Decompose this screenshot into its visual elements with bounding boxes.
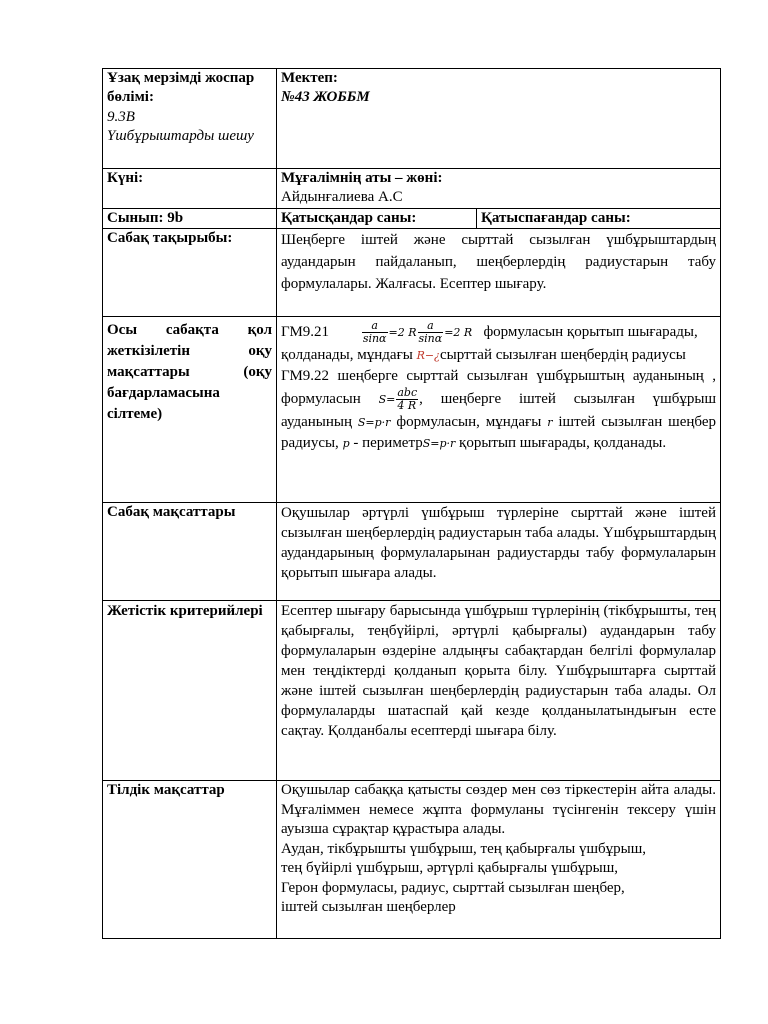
- objectives-row: [103, 317, 721, 503]
- gm921-code: ГМ9.21: [281, 324, 330, 341]
- goals-label: Сабақ мақсаттары: [107, 504, 236, 521]
- header-row: [103, 69, 721, 169]
- gm922-text-e: - периметр: [353, 435, 423, 452]
- topic-text-cell: [277, 229, 721, 317]
- goals-text: Оқушылар әртүрлі үшбұрыш түрлеріне сырттай және іштей сызылған шеңберлердің радиустарын таба алады. Үшбұрыштардың аудандарының формулаларынан радиустарды табу формулаларын қорытып шығара алады.: [281, 505, 716, 582]
- formula-s-left: S=: [378, 393, 396, 407]
- topic-label: Сабақ тақырыбы:: [107, 230, 233, 247]
- school-label: Мектеп:: [281, 70, 338, 86]
- teacher-cell: [277, 169, 721, 209]
- topic-row: [103, 229, 721, 317]
- section-code: 9.3В: [107, 108, 135, 125]
- gm922-text-f: қорытып шығарады, қолданады.: [459, 435, 667, 452]
- long-term-label: Ұзақ мерзімді жоспар бөлімі:: [107, 70, 255, 106]
- gm921-line: ГМ9.21 $\frac{a}{\sin\alpha}$ =2 R $\frac{a}{\sin\alpha}$ =2 R формуласын қорытып шығарады, қолданады, мұндағы R−¿сырттай сызылған шеңбердің радиусы: [281, 319, 698, 364]
- lesson-plan-table: [102, 68, 721, 939]
- objectives-label: Осы сабақта қол жеткізілетін оқу мақсаттары (оқу бағдарламасына сілтеме): [107, 322, 272, 423]
- r-symbol: r: [547, 416, 553, 430]
- criteria-row: [103, 601, 721, 781]
- gm922-text-b: , шеңберге іштей сызылған үшбұрыш ауданының: [281, 391, 716, 431]
- gm921-text-a: формуласын қорытып шығарады, қолданады, мұндағы: [281, 324, 698, 364]
- class-cell: [103, 208, 277, 228]
- date-row: [103, 169, 721, 209]
- school-name: №43 ЖОББМ: [281, 89, 370, 106]
- radius-symbol: R−¿: [416, 349, 440, 363]
- formula-a-over-sin-1: $\frac{a}{\sin\alpha}$: [362, 319, 387, 346]
- section-title: Үшбұрыштарды шешу: [107, 128, 254, 145]
- criteria-text-cell: [277, 601, 721, 781]
- objectives-text-cell: [277, 317, 721, 503]
- class-row: [103, 208, 721, 228]
- objectives-label-cell: [103, 317, 277, 503]
- gm922-block: [281, 366, 716, 454]
- language-text-1: Оқушылар сабаққа қатысты сөздер мен сөз тіркестерін айта алады. Мұғаліммен немесе жұпта формуланы түсінгенін тексеру үшін ауызша сұрақтар құрастыра алады.: [281, 782, 716, 838]
- class-label: Сынып: 9b: [107, 209, 184, 226]
- language-text-cell: [277, 781, 721, 939]
- absent-cell: [477, 208, 721, 228]
- goals-label-cell: [103, 503, 277, 601]
- language-row: [103, 781, 721, 939]
- language-text-2: Аудан, тікбұрышты үшбұрыш, тең қабырғалы үшбұрыш, тең бүйірлі үшбұрыш, әртүрлі қабырғалы үшбұрыш, Герон формуласы, радиус, сырттай сызылған шеңбер, іштей сызылған шеңберлер: [281, 840, 647, 916]
- school-cell: [277, 69, 721, 169]
- absent-label: Қатыспағандар саны:: [481, 209, 631, 226]
- p-symbol: p: [342, 437, 350, 451]
- formula-a-over-sin-2: $\frac{a}{\sin\alpha}$: [418, 319, 443, 346]
- gm922-text-a: ГМ9.22 шеңберге сырттай сызылған үшбұрыштың ауданының , формуласын: [281, 368, 716, 408]
- formula-spr-2: S=p·r: [422, 437, 456, 451]
- language-label-cell: [103, 781, 277, 939]
- formula-spr-1: S=p·r: [357, 416, 391, 430]
- language-label: Тілдік мақсаттар: [107, 782, 225, 799]
- topic-text: Шеңберге іштей және сырттай сызылған үшбұрыштардың аудандарын пайдаланып, шеңберлердің радиустарын табу формулалары. Жалғасы. Есептер шығару.: [281, 232, 716, 293]
- present-cell: [277, 208, 477, 228]
- formula-abc-over-4r: $\frac{\text{abc}}{4 R}$: [397, 386, 418, 413]
- gm922-text-d: іштей сызылған шеңбер радиусы,: [281, 414, 717, 452]
- teacher-name: Айдынғалиева А.С: [281, 189, 403, 206]
- gm922-text-c: формуласын, мұндағы: [396, 414, 542, 431]
- teacher-label: Мұғалімнің аты – жөні:: [281, 170, 443, 186]
- goals-text-cell: [277, 503, 721, 601]
- goals-row: [103, 503, 721, 601]
- present-label: Қатысқандар саны:: [281, 209, 417, 226]
- topic-label-cell: [103, 229, 277, 317]
- criteria-text: Есептер шығару барысында үшбұрыш түрлерінің (тікбұрышты, тең қабырғалы, теңбүйірлі, әртүрлі қабырғалы) аудандарын табу формулаларын өздеріне алдыңғы сабақтардан белгілі формулалар мен теңдіктерді қолданып қорыта білу. Үшбұрыштарға сырттай және іштей сызылған шеңберлердің радиустарын таба алады. Ол формулаларды шатаспай қай кезде қолданылатындығын есте сақтау. Қолданбалы есептерді шығара білу.: [281, 603, 716, 740]
- date-cell: [103, 169, 277, 209]
- criteria-label-cell: [103, 601, 277, 781]
- criteria-label: Жетістік критерийлері: [107, 603, 263, 620]
- long-term-cell: [103, 69, 277, 169]
- date-label: Күні:: [107, 170, 144, 186]
- gm921-text-b: сырттай сызылған шеңбердің радиусы: [439, 347, 686, 364]
